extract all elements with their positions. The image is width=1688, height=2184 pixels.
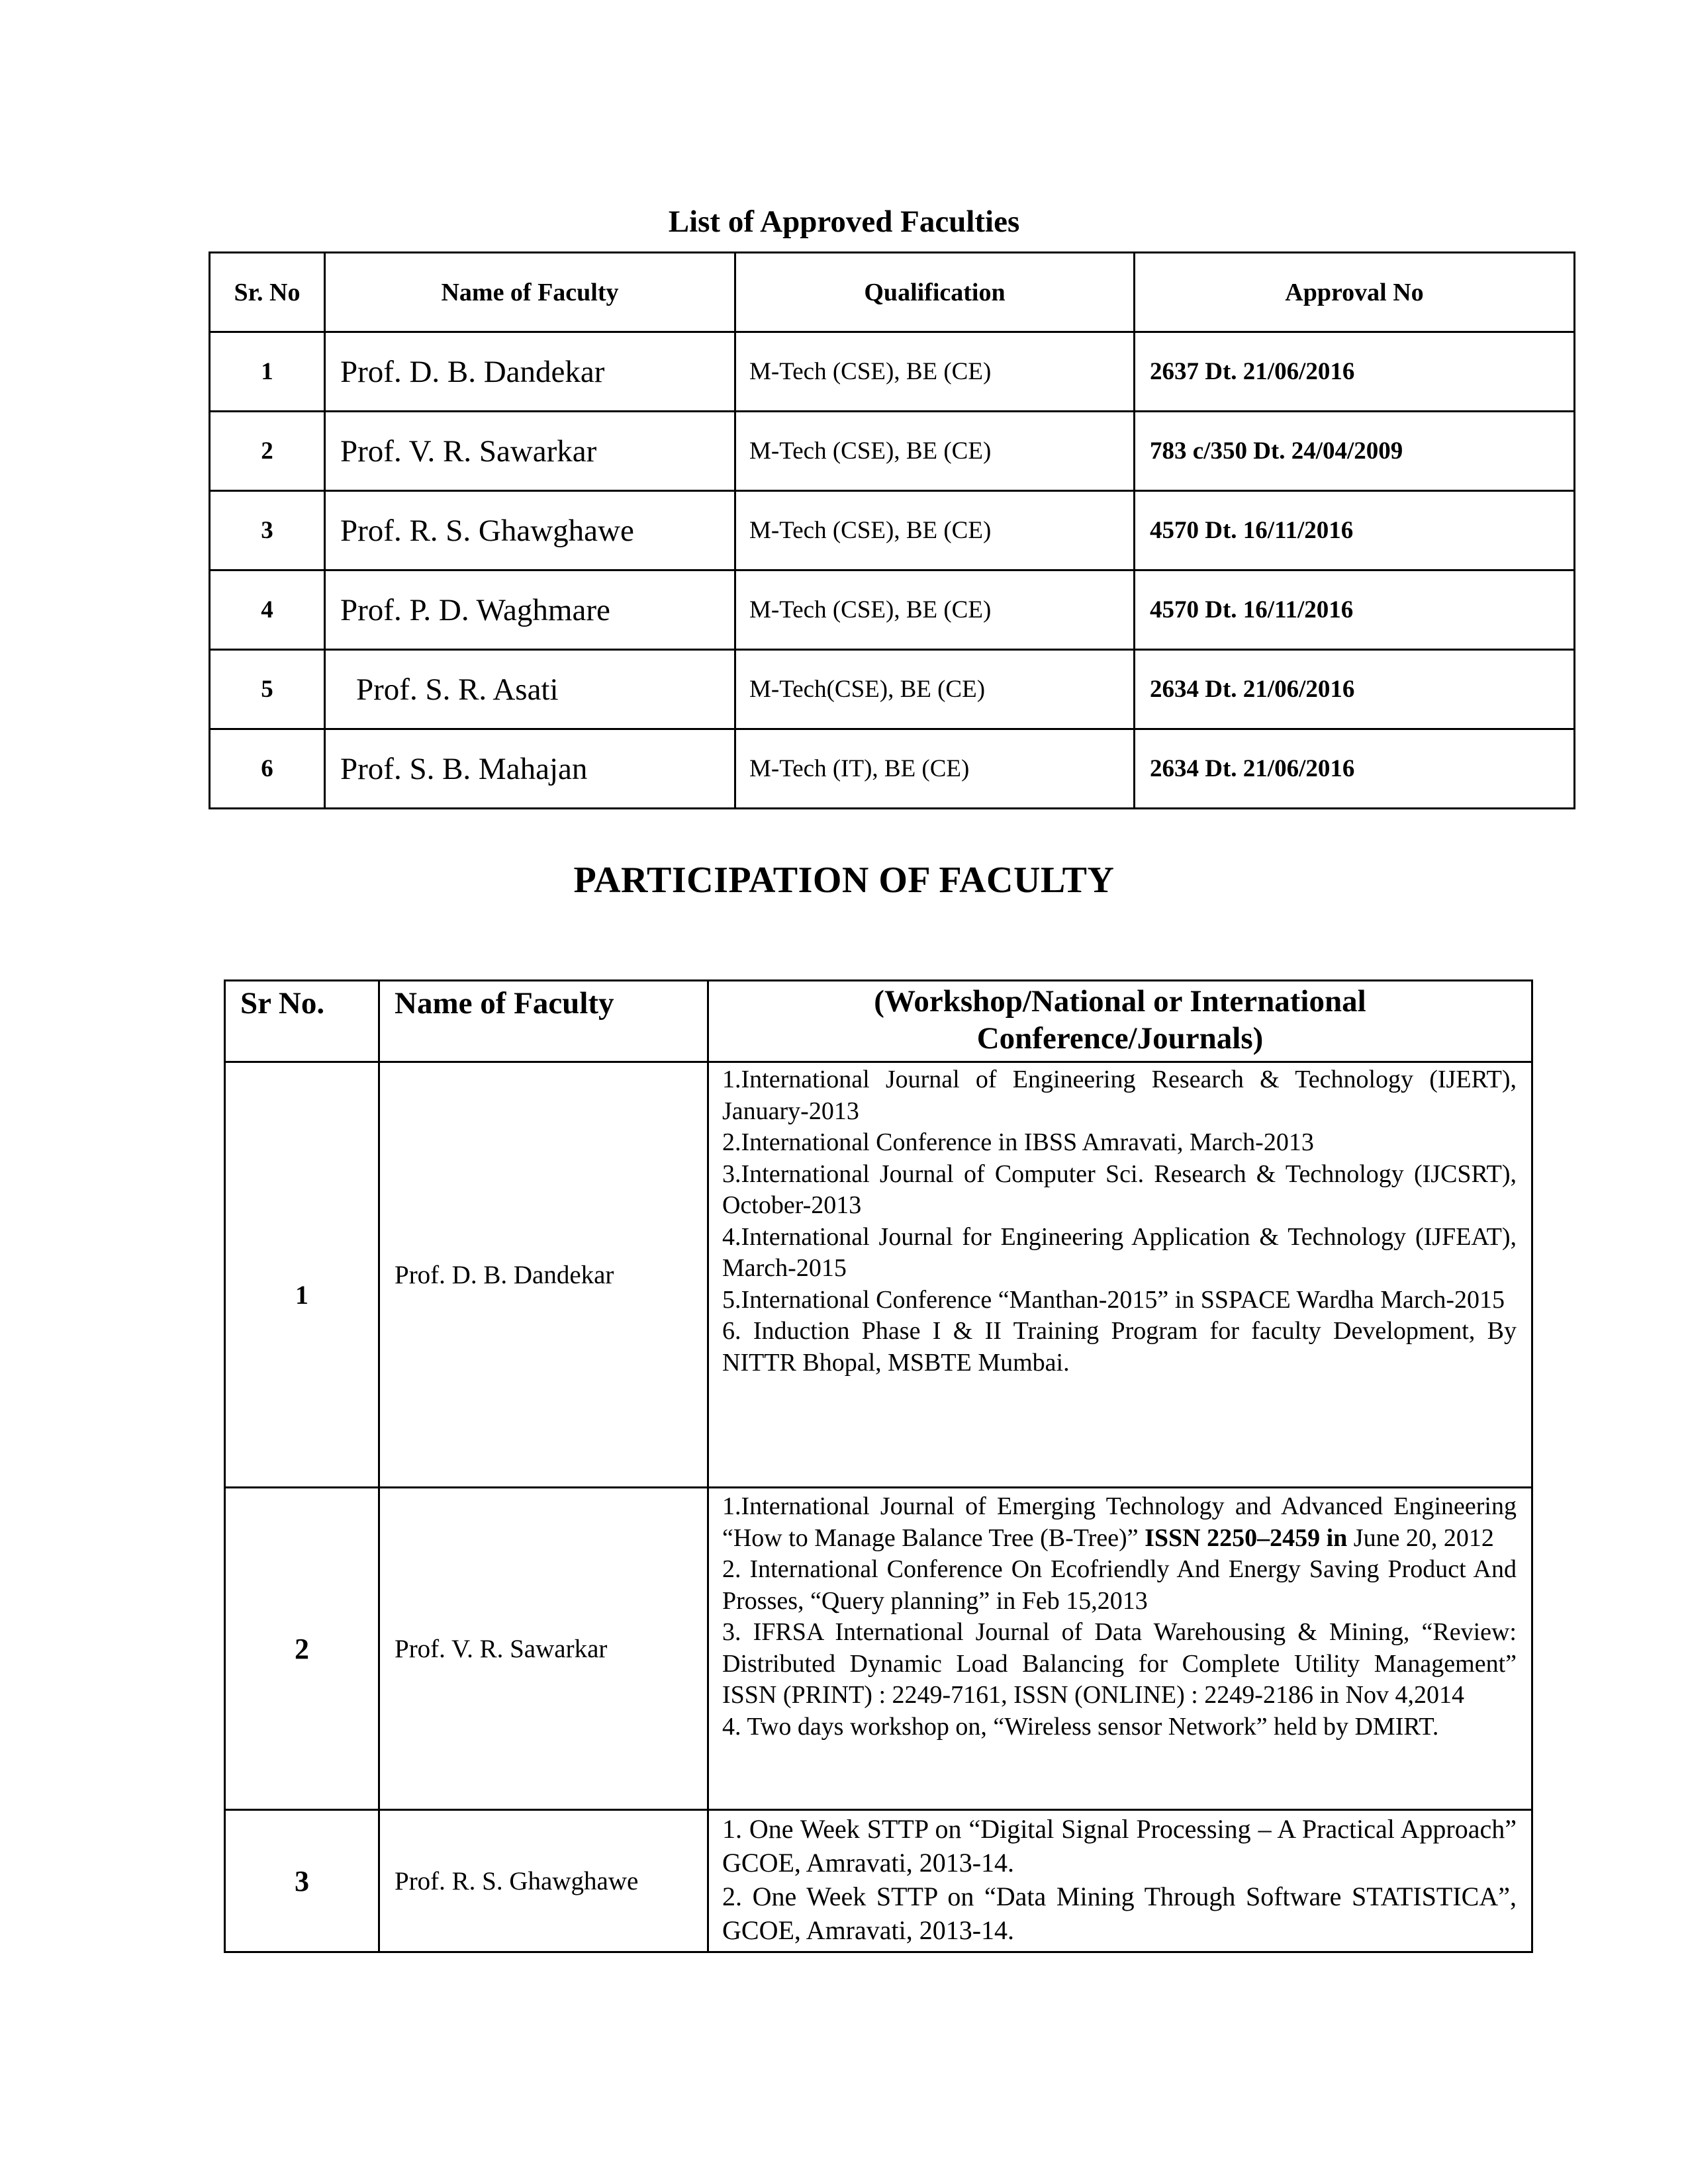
faculty-name-cell: Prof. P. D. Waghmare: [325, 570, 735, 650]
table-row: [210, 491, 1575, 570]
participation-table: [224, 979, 1533, 1953]
faculty-name-cell: Prof. S. B. Mahajan: [325, 729, 735, 809]
sr-no-cell: 3: [225, 1810, 379, 1952]
header-approval-no: Approval No: [1135, 253, 1575, 332]
activities-cell: [708, 1488, 1532, 1810]
qualification-cell: M-Tech (CSE), BE (CE): [735, 332, 1135, 412]
table-header-row: [210, 253, 1575, 332]
participation-title: PARTICIPATION OF FACULTY: [573, 860, 1115, 901]
activity-item: 3.International Journal of Computer Sci. Research & Technology (IJCSRT), October-2013: [722, 1160, 1517, 1219]
approval-no-cell: 2634 Dt. 21/06/2016: [1135, 650, 1575, 729]
table-row: [225, 1810, 1532, 1952]
table-row: [225, 1488, 1532, 1810]
header-activities: [708, 981, 1532, 1062]
approved-faculties-table: [209, 251, 1575, 809]
activities-cell: [708, 1062, 1532, 1488]
approval-no-cell: 2637 Dt. 21/06/2016: [1135, 332, 1575, 412]
activity-item: 2. International Conference On Ecofriendly And Energy Saving Product And Prosses, “Query planning” in Feb 15,2013: [722, 1555, 1517, 1615]
faculty-name-cell: Prof. R. S. Ghawghawe: [325, 491, 735, 570]
qualification-cell: M-Tech (CSE), BE (CE): [735, 491, 1135, 570]
table-row: [210, 412, 1575, 491]
activity-item: 2.International Conference in IBSS Amravati, March-2013: [722, 1128, 1314, 1156]
sr-no-cell: 3: [210, 491, 325, 570]
header-activities-line1: (Workshop/National or International: [874, 984, 1366, 1019]
faculty-name-cell: Prof. D. B. Dandekar: [325, 332, 735, 412]
activity-item-issn: ISSN 2250–2459 in: [1145, 1524, 1348, 1552]
approval-no-cell: 4570 Dt. 16/11/2016: [1135, 570, 1575, 650]
activity-item: 3. IFRSA International Journal of Data Warehousing & Mining, “Review: Distributed Dynamic Load Balancing for Complete Utility Management” ISSN (PRINT) : 2249-7161, ISSN (ONLINE) : 2249-2186 in Nov 4,2014: [722, 1618, 1517, 1709]
qualification-cell: M-Tech (CSE), BE (CE): [735, 570, 1135, 650]
table-row: [225, 1062, 1532, 1488]
approval-no-cell: 783 c/350 Dt. 24/04/2009: [1135, 412, 1575, 491]
qualification-cell: M-Tech (IT), BE (CE): [735, 729, 1135, 809]
sr-no-cell: 5: [210, 650, 325, 729]
activities-cell: [708, 1810, 1532, 1952]
sr-no-cell: 1: [225, 1062, 379, 1488]
qualification-cell: M-Tech (CSE), BE (CE): [735, 412, 1135, 491]
header-sr-no: Sr No.: [225, 981, 379, 1062]
header-name: Name of Faculty: [325, 253, 735, 332]
faculty-name-cell: Prof. R. S. Ghawghawe: [379, 1810, 708, 1952]
activity-item-text: 1.International Journal of Emerging Technology and Advanced Engineering “How to Manage Balance Tree (B-Tree)”: [722, 1492, 1517, 1552]
activity-item: 5.International Conference “Manthan-2015” in SSPACE Wardha March-2015: [722, 1285, 1505, 1314]
approval-no-cell: 4570 Dt. 16/11/2016: [1135, 491, 1575, 570]
activity-item: 1.International Journal of Engineering Research & Technology (IJERT), January-2013: [722, 1066, 1517, 1125]
activity-item: [722, 1491, 1517, 1554]
header-sr-no: Sr. No: [210, 253, 325, 332]
table-row: [210, 332, 1575, 412]
activity-item: 4. Two days workshop on, “Wireless sensor Network” held by DMIRT.: [722, 1712, 1439, 1741]
table-row: [210, 650, 1575, 729]
header-name: Name of Faculty: [379, 981, 708, 1062]
faculty-name-cell: Prof. D. B. Dandekar: [379, 1062, 708, 1488]
table-row: [210, 729, 1575, 809]
header-activities-line2: Conference/Journals): [976, 1021, 1264, 1056]
activity-item: 6. Induction Phase I & II Training Program for faculty Development, By NITTR Bhopal, MSBTE Mumbai.: [722, 1317, 1517, 1377]
sr-no-cell: 4: [210, 570, 325, 650]
sr-no-cell: 2: [210, 412, 325, 491]
table-row: [210, 570, 1575, 650]
faculty-name-cell: Prof. S. R. Asati: [325, 650, 735, 729]
approved-faculties-title: List of Approved Faculties: [668, 205, 1020, 239]
activity-item-date: June 20, 2012: [1347, 1524, 1494, 1552]
activity-item: 2. One Week STTP on “Data Mining Through Software STATISTICA”, GCOE, Amravati, 2013-14.: [722, 1882, 1517, 1945]
faculty-name-cell: Prof. V. R. Sawarkar: [325, 412, 735, 491]
approval-no-cell: 2634 Dt. 21/06/2016: [1135, 729, 1575, 809]
sr-no-cell: 1: [210, 332, 325, 412]
header-qualification: Qualification: [735, 253, 1135, 332]
faculty-name-cell: Prof. V. R. Sawarkar: [379, 1488, 708, 1810]
table-header-row: [225, 981, 1532, 1062]
sr-no-cell: 6: [210, 729, 325, 809]
activity-item: 4.International Journal for Engineering Application & Technology (IJFEAT), March-2015: [722, 1222, 1517, 1282]
qualification-cell: M-Tech(CSE), BE (CE): [735, 650, 1135, 729]
sr-no-cell: 2: [225, 1488, 379, 1810]
activity-item: 1. One Week STTP on “Digital Signal Processing – A Practical Approach” GCOE, Amravati, 2013-14.: [722, 1814, 1517, 1878]
